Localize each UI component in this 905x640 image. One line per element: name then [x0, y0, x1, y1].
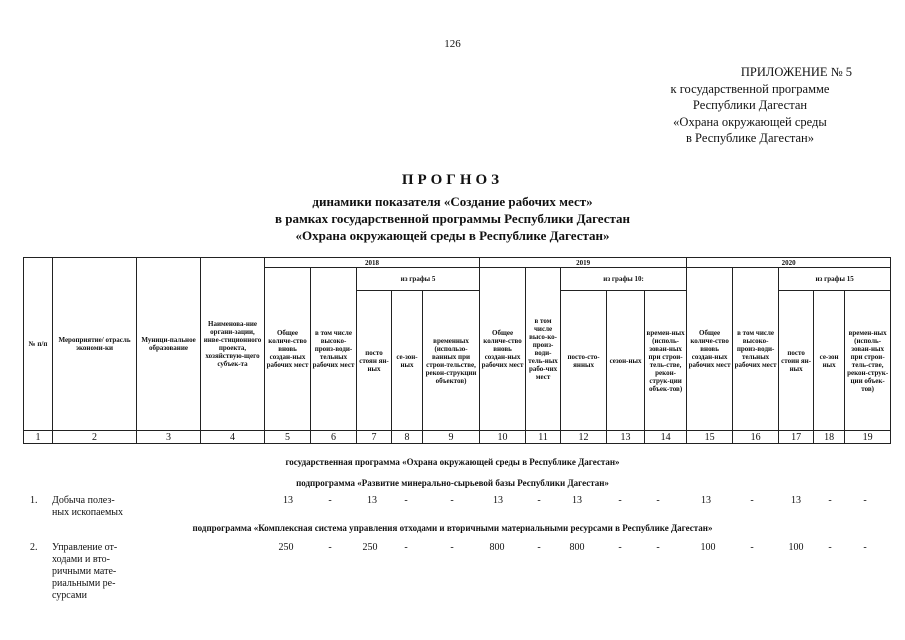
header-total-2019: Общее количе-ство вновь создан-ных рабочих мест — [480, 268, 526, 431]
header-highprod-2020: в том числе высоко-произ-води-тельных рабочих мест — [733, 268, 779, 431]
row-1-value: 13 — [493, 495, 503, 506]
column-number: 6 — [311, 431, 357, 444]
row-1-name-line: Добыча полез- — [52, 495, 115, 506]
header-municipality: Муници-пальное образование — [137, 258, 201, 431]
row-2-value: - — [537, 542, 541, 553]
row-2-value: - — [328, 542, 332, 553]
column-number: 2 — [53, 431, 137, 444]
title-line: в рамках государственной программы Республики Дагестан — [274, 211, 631, 226]
row-1-number: 1. — [30, 495, 38, 506]
column-number: 14 — [645, 431, 687, 444]
row-1-value: - — [450, 495, 454, 506]
row-1-value: 13 — [701, 495, 711, 506]
row-2-name-line: сурсами — [52, 590, 87, 601]
appendix-line: Республики Дагестан — [692, 98, 808, 112]
row-2-value: 250 — [278, 542, 294, 553]
header-permanent-2019: посто-сто-янных — [561, 291, 607, 431]
header-of-col5: из графы 5 — [357, 268, 480, 291]
row-1-value: - — [828, 495, 832, 506]
header-temporary-2018: временных (использо-ванных при строи-тельстве, рекон-струкции объектов) — [423, 291, 480, 431]
column-number: 9 — [423, 431, 480, 444]
row-1-name — [52, 495, 130, 519]
section-subprogram-2: подпрограмма «Комплексная система управления отходами и вторичными материальными ресурсами в Республике Дагестан» — [192, 523, 713, 533]
column-number: 13 — [607, 431, 645, 444]
header-seasonal-2019: сезон-ных — [607, 291, 645, 431]
title-main: ПРОГНОЗ — [401, 172, 504, 188]
header-event: Мероприятие/ отрасль экономи-ки — [53, 258, 137, 431]
appendix-line: в Республике Дагестан» — [686, 131, 814, 145]
header-highprod-2019: в том числе высо-ко-произ-води-тель-ных рабо-чих мест — [526, 268, 561, 431]
header-of-col10: из графы 10: — [561, 268, 687, 291]
row-2-name-line: ходами и вто- — [52, 554, 110, 565]
row-1-name-line: ных ископаемых — [52, 507, 123, 518]
document-title — [0, 172, 905, 244]
header-total-2020: Общее количе-ство вновь создан-ных рабочих мест — [687, 268, 733, 431]
header-temporary-2019: времен-ных (исполь-зован-ных при строи-тель-стве, рекон-струк-ции объек-тов) — [645, 291, 687, 431]
appendix-line: к государственной программе — [670, 81, 830, 96]
section-subprogram-1: подпрограмма «Развитие минерально-сырьевой базы Республики Дагестан» — [296, 478, 609, 488]
row-2-value: - — [863, 542, 867, 553]
header-investor: Наименова-ние органи-зации, инве-стиционного проекта, хозяйствую-щего субъек-та — [201, 258, 265, 431]
row-2-value: - — [404, 542, 408, 553]
row-2-value: 100 — [700, 542, 716, 553]
row-1-value: 13 — [283, 495, 293, 506]
header-year-2019: 2019 — [480, 258, 687, 268]
title-line: «Охрана окружающей среды в Республике Дагестан» — [295, 228, 610, 243]
row-2-value: - — [750, 542, 754, 553]
column-number: 4 — [201, 431, 265, 444]
column-number: 8 — [392, 431, 423, 444]
forecast-table-header — [23, 257, 891, 444]
row-1-value: - — [750, 495, 754, 506]
row-1-value: - — [404, 495, 408, 506]
row-2-value: - — [656, 542, 660, 553]
row-2-name-line: Управление от- — [52, 542, 118, 553]
header-num: № п/п — [24, 258, 53, 431]
column-number: 18 — [814, 431, 845, 444]
column-number: 5 — [265, 431, 311, 444]
column-number: 10 — [480, 431, 526, 444]
header-year-2020: 2020 — [687, 258, 891, 268]
row-1-value: - — [618, 495, 622, 506]
column-number: 11 — [526, 431, 561, 444]
header-permanent-2020: посто стоин ян-ных — [779, 291, 814, 431]
row-2-value: 800 — [489, 542, 505, 553]
row-2-value: 100 — [788, 542, 804, 553]
header-total-2018: Общее количе-ство вновь создан-ных рабочих мест — [265, 268, 311, 431]
column-number: 7 — [357, 431, 392, 444]
column-number: 17 — [779, 431, 814, 444]
title-line: динамики показателя «Создание рабочих мест» — [312, 194, 593, 209]
row-2-value: - — [450, 542, 454, 553]
appendix-line: «Охрана окружающей среды — [673, 114, 827, 129]
row-2-number: 2. — [30, 542, 38, 553]
row-2-name — [52, 542, 130, 602]
column-number: 15 — [687, 431, 733, 444]
row-1-value: - — [863, 495, 867, 506]
header-permanent-2018: посто стоян ян-ных — [357, 291, 392, 431]
column-number: 19 — [845, 431, 891, 444]
column-number: 3 — [137, 431, 201, 444]
row-2-name-line: ричными мате- — [52, 566, 117, 577]
page-number: 126 — [444, 38, 461, 50]
row-2-name-line: риальными ре- — [52, 578, 116, 589]
header-year-2018: 2018 — [265, 258, 480, 268]
column-number: 1 — [24, 431, 53, 444]
header-highprod-2018: в том числе высоко-произ-води-тельных рабочих мест — [311, 268, 357, 431]
appendix-line: ПРИЛОЖЕНИЕ № 5 — [740, 65, 852, 79]
header-temporary-2020: времен-ных (исполь-зован-ных при строи-тель-стве, рекон-струк-ции объек-тов) — [845, 291, 891, 431]
row-1-value: 13 — [791, 495, 801, 506]
header-seasonal-2020: се-зон ных — [814, 291, 845, 431]
row-1-value: - — [328, 495, 332, 506]
row-2-value: - — [828, 542, 832, 553]
column-number: 12 — [561, 431, 607, 444]
row-2-value: 800 — [569, 542, 585, 553]
row-2-value: - — [618, 542, 622, 553]
row-2-value: 250 — [362, 542, 378, 553]
appendix-caption — [600, 64, 900, 147]
row-1-value: - — [537, 495, 541, 506]
row-1-value: - — [656, 495, 660, 506]
header-seasonal-2018: се-зон-ных — [392, 291, 423, 431]
row-1-value: 13 — [572, 495, 582, 506]
header-of-col15: из графы 15 — [779, 268, 891, 291]
section-program: государственная программа «Охрана окружающей среды в Республике Дагестан» — [285, 457, 620, 467]
row-1-value: 13 — [367, 495, 377, 506]
column-number: 16 — [733, 431, 779, 444]
